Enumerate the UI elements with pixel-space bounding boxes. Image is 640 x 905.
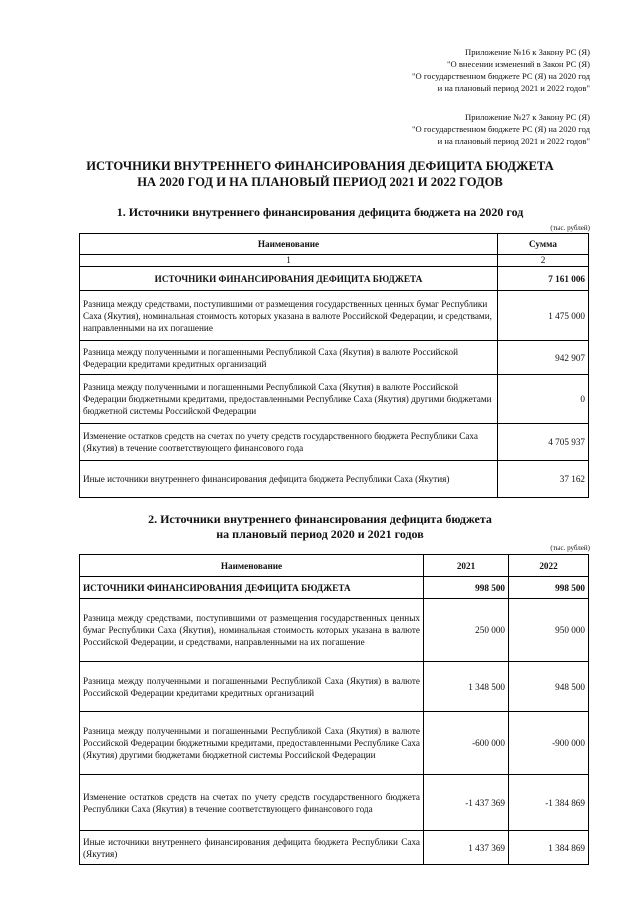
row-name: Разница между средствами, поступившими от размещения государственных ценных бумаг Республики Саха (Якутия), номинальная стоимость которых указана в валюте Российской Федерации, и средствами, направленными на их погашение <box>80 291 498 341</box>
table-row <box>80 461 589 498</box>
table-row <box>80 662 589 712</box>
row-name: Разница между средствами, поступившими от размещения государственных ценных бумаг Республики Саха (Якутия), номинальная стоимость которых указана в валюте Российской Федерации, и средствами, направленными на их погашение <box>80 599 424 662</box>
table-total-row <box>80 577 589 599</box>
section-2-table <box>79 554 589 865</box>
section-1-title <box>0 205 640 220</box>
row-sum: 0 <box>498 375 589 424</box>
total-name: ИСТОЧНИКИ ФИНАНСИРОВАНИЯ ДЕФИЦИТА БЮДЖЕТА <box>80 577 424 599</box>
header-name: Наименование <box>80 234 498 255</box>
document-title <box>0 158 640 190</box>
section-2-units: (тыс. рублей) <box>550 544 590 552</box>
table-row <box>80 341 589 375</box>
column-number-2: 2 <box>498 255 589 267</box>
table-row <box>80 831 589 865</box>
annex-line: "О государственном бюджете РС (Я) на 2020 год <box>411 71 590 81</box>
total-y1: 998 500 <box>424 577 509 599</box>
row-y2: 950 000 <box>509 599 589 662</box>
row-name: Разница между полученными и погашенными Республикой Саха (Якутия) в валюте Российской Федерации кредитами кредитных организаций <box>80 341 498 375</box>
column-number-1: 1 <box>80 255 498 267</box>
total-name: ИСТОЧНИКИ ФИНАНСИРОВАНИЯ ДЕФИЦИТА БЮДЖЕТА <box>80 267 498 291</box>
row-name: Изменение остатков средств на счетах по учету средств государственного бюджета Республики Саха (Якутия) в течение соответствующего финансового года <box>80 775 424 831</box>
header-year-2022: 2022 <box>509 555 589 577</box>
row-name: Разница между полученными и погашенными Республикой Саха (Якутия) в валюте Российской Федерации кредитами кредитных организаций <box>80 662 424 712</box>
row-sum: 37 162 <box>498 461 589 498</box>
row-sum: 1 475 000 <box>498 291 589 341</box>
annex-line: "О государственном бюджете РС (Я) на 2020 год <box>411 124 590 134</box>
row-y1: 1 437 369 <box>424 831 509 865</box>
row-name: Разница между полученными и погашенными Республикой Саха (Якутия) в валюте Российской Федерации бюджетными кредитами, предоставленными Республике Саха (Якутия) другими бюджетами бюджетной системы Российской Федерации <box>80 712 424 775</box>
row-y2: 948 500 <box>509 662 589 712</box>
annex-line: и на плановый период 2021 и 2022 годов" <box>437 83 590 93</box>
total-sum: 7 161 006 <box>498 267 589 291</box>
section-1-title-text: 1. Источники внутреннего финансирования дефицита бюджета на 2020 год <box>116 205 524 219</box>
row-name: Изменение остатков средств на счетах по учету средств государственного бюджета Республики Саха (Якутия) в течение соответствующего финансового года <box>80 424 498 461</box>
section-1-table <box>79 233 589 498</box>
row-name: Иные источники внутреннего финансирования дефицита бюджета Республики Саха (Якутия) <box>80 461 498 498</box>
table-row <box>80 375 589 424</box>
row-y1: -600 000 <box>424 712 509 775</box>
annex-16-header <box>412 46 590 94</box>
table-header-row <box>80 555 589 577</box>
row-name: Разница между полученными и погашенными Республикой Саха (Якутия) в валюте Российской Федерации бюджетными кредитами, предоставленными Республике Саха (Якутия) другими бюджетами бюджетной системы Российской Федерации <box>80 375 498 424</box>
table-row <box>80 712 589 775</box>
section-2-title-line-2: на плановый период 2020 и 2021 годов <box>216 527 424 541</box>
section-1-units: (тыс. рублей) <box>550 224 590 232</box>
title-line-2: НА 2020 ГОД И НА ПЛАНОВЫЙ ПЕРИОД 2021 И 2022 ГОДОВ <box>137 175 503 189</box>
table-row <box>80 599 589 662</box>
row-name: Иные источники внутреннего финансирования дефицита бюджета Республики Саха (Якутия) <box>80 831 424 865</box>
table-row <box>80 424 589 461</box>
table-number-row <box>80 255 589 267</box>
annex-27-header <box>412 111 590 147</box>
header-sum: Сумма <box>498 234 589 255</box>
annex-line: Приложение №27 к Закону РС (Я) <box>465 112 590 122</box>
row-y2: 1 384 869 <box>509 831 589 865</box>
row-y1: -1 437 369 <box>424 775 509 831</box>
row-y2: -900 000 <box>509 712 589 775</box>
row-sum: 4 705 937 <box>498 424 589 461</box>
total-y2: 998 500 <box>509 577 589 599</box>
annex-line: Приложение №16 к Закону РС (Я) <box>465 47 590 57</box>
table-header-row <box>80 234 589 255</box>
section-2-title <box>0 512 640 542</box>
row-y2: -1 384 869 <box>509 775 589 831</box>
table-row <box>80 291 589 341</box>
row-y1: 250 000 <box>424 599 509 662</box>
section-2-title-line-1: 2. Источники внутреннего финансирования дефицита бюджета <box>148 512 492 526</box>
annex-line: "О внесении изменений в Закон РС (Я) <box>446 59 590 69</box>
annex-line: и на плановый период 2021 и 2022 годов" <box>437 136 590 146</box>
header-year-2021: 2021 <box>424 555 509 577</box>
title-line-1: ИСТОЧНИКИ ВНУТРЕННЕГО ФИНАНСИРОВАНИЯ ДЕФИЦИТА БЮДЖЕТА <box>86 159 554 173</box>
table-total-row <box>80 267 589 291</box>
row-y1: 1 348 500 <box>424 662 509 712</box>
table-row <box>80 775 589 831</box>
row-sum: 942 907 <box>498 341 589 375</box>
header-name: Наименование <box>80 555 424 577</box>
